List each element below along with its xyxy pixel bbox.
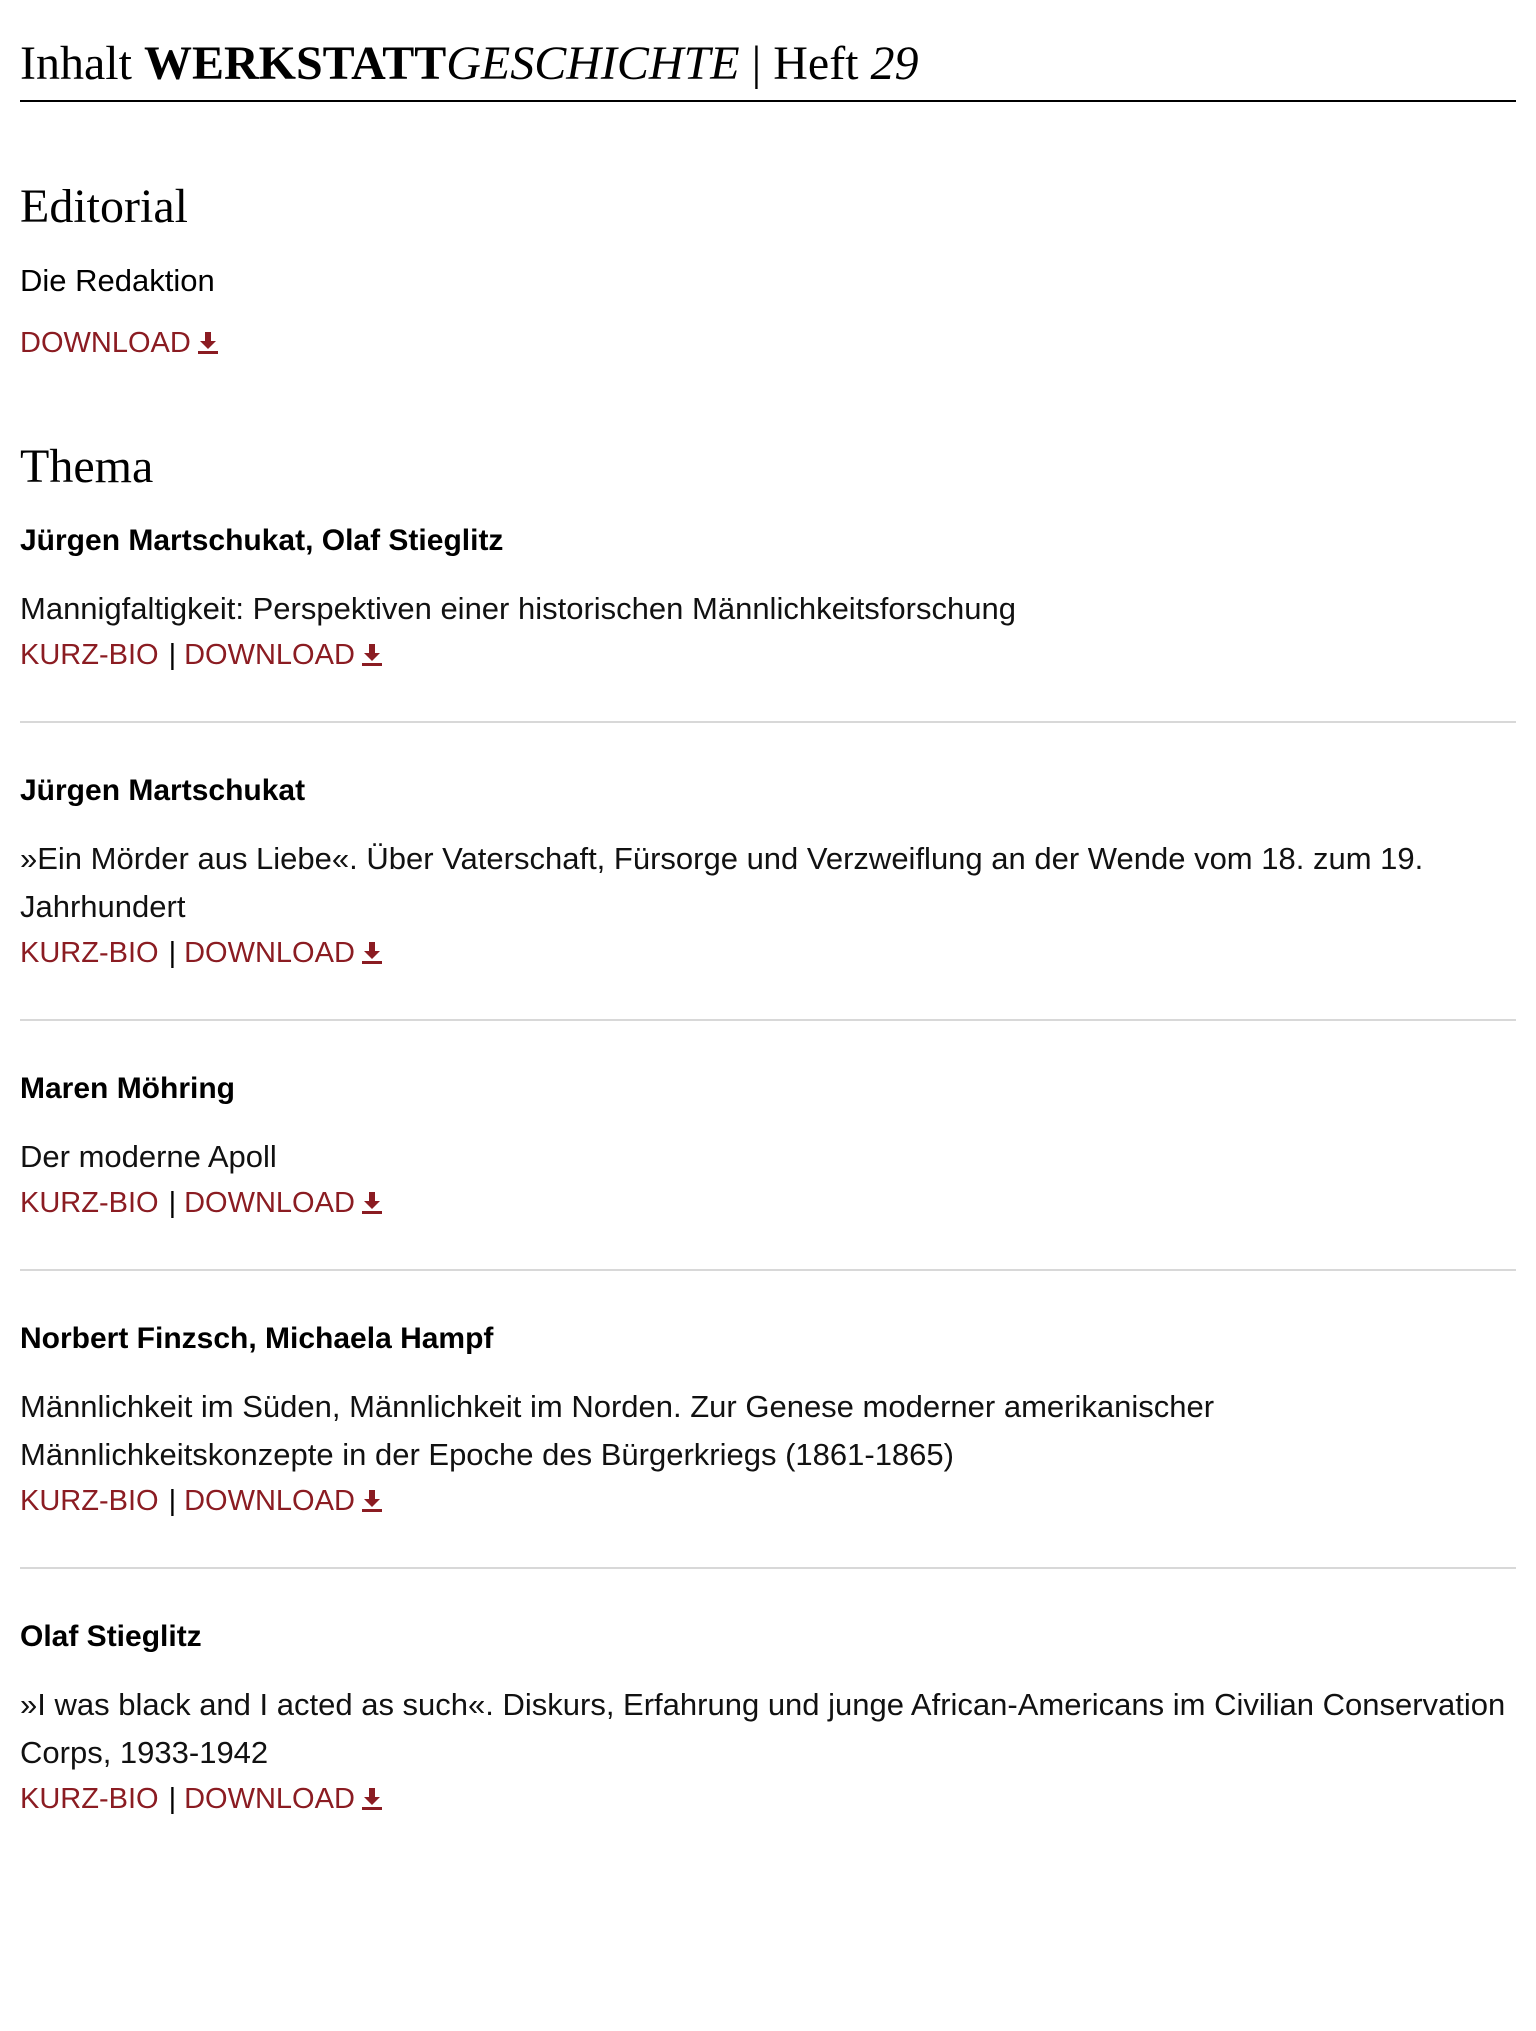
article-links: [20, 1779, 1516, 1819]
article-download-link[interactable]: [184, 639, 383, 671]
section-heading-editorial: Editorial: [20, 180, 188, 233]
download-icon: [361, 1189, 383, 1215]
download-label: DOWNLOAD: [184, 1783, 355, 1815]
download-label: DOWNLOAD: [184, 1187, 355, 1219]
article-authors: Norbert Finzsch, Michaela Hampf: [20, 1322, 494, 1355]
kurz-bio-link[interactable]: KURZ-BIO: [20, 1187, 159, 1219]
header-separator: |: [751, 37, 762, 90]
article-list: [20, 495, 1516, 1819]
header-prefix: Inhalt: [20, 37, 132, 90]
article-entry: [20, 1569, 1516, 1819]
article-entry: [20, 723, 1516, 1021]
article-title: Der moderne Apoll: [20, 1139, 277, 1174]
article-title: Männlichkeit im Süden, Männlichkeit im Norden. Zur Genese moderner amerikanischer Männlichkeitskonzepte in der Epoche des Bürgerkriegs (1861-1865): [20, 1389, 1215, 1472]
editorial-author: Die Redaktion: [20, 263, 215, 298]
article-download-link[interactable]: [184, 1187, 383, 1219]
article-download-link[interactable]: [184, 937, 383, 969]
link-separator: |: [168, 639, 177, 671]
download-icon: [361, 641, 383, 667]
article-title: »Ein Mörder aus Liebe«. Über Vaterschaft, Fürsorge und Verzweiflung an der Wende vom 18. zum 19. Jahrhundert: [20, 841, 1424, 924]
kurz-bio-link[interactable]: KURZ-BIO: [20, 937, 159, 969]
download-label: DOWNLOAD: [184, 639, 355, 671]
editorial-links: [20, 323, 1516, 363]
brand-bold: WERKSTATT: [143, 37, 447, 90]
article-download-link[interactable]: [184, 1485, 383, 1517]
article-download-link[interactable]: [184, 1783, 383, 1815]
contents-page: [20, 36, 1516, 1819]
link-separator: |: [168, 1187, 177, 1219]
editorial-download-link[interactable]: [20, 327, 219, 359]
article-entry: [20, 1021, 1516, 1271]
kurz-bio-link[interactable]: KURZ-BIO: [20, 1783, 159, 1815]
download-label: DOWNLOAD: [20, 327, 191, 359]
article-entry: [20, 495, 1516, 723]
link-separator: |: [168, 1783, 177, 1815]
article-links: [20, 1183, 1516, 1223]
article-title: »I was black and I acted as such«. Diskurs, Erfahrung und junge African-Americans im Civilian Conservation Corps, 1933-1942: [20, 1687, 1506, 1770]
kurz-bio-link[interactable]: KURZ-BIO: [20, 639, 159, 671]
issue-label: Heft: [773, 37, 859, 90]
article-entry: [20, 1271, 1516, 1569]
article-authors: Maren Möhring: [20, 1072, 235, 1105]
download-label: DOWNLOAD: [184, 937, 355, 969]
section-heading-thema: Thema: [20, 440, 154, 493]
download-icon: [361, 1785, 383, 1811]
download-icon: [361, 1487, 383, 1513]
kurz-bio-link[interactable]: KURZ-BIO: [20, 1485, 159, 1517]
article-links: [20, 635, 1516, 675]
download-label: DOWNLOAD: [184, 1485, 355, 1517]
brand-italic: GESCHICHTE: [446, 37, 740, 90]
issue-number: 29: [870, 37, 919, 90]
article-authors: Jürgen Martschukat, Olaf Stieglitz: [20, 524, 504, 557]
download-icon: [361, 939, 383, 965]
download-icon: [197, 329, 219, 355]
article-links: [20, 933, 1516, 973]
article-authors: Olaf Stieglitz: [20, 1620, 202, 1653]
article-links: [20, 1481, 1516, 1521]
article-title: Mannigfaltigkeit: Perspektiven einer historischen Männlichkeitsforschung: [20, 591, 1016, 626]
link-separator: |: [168, 1485, 177, 1517]
page-header: [20, 36, 1516, 102]
link-separator: |: [168, 937, 177, 969]
article-authors: Jürgen Martschukat: [20, 774, 306, 807]
